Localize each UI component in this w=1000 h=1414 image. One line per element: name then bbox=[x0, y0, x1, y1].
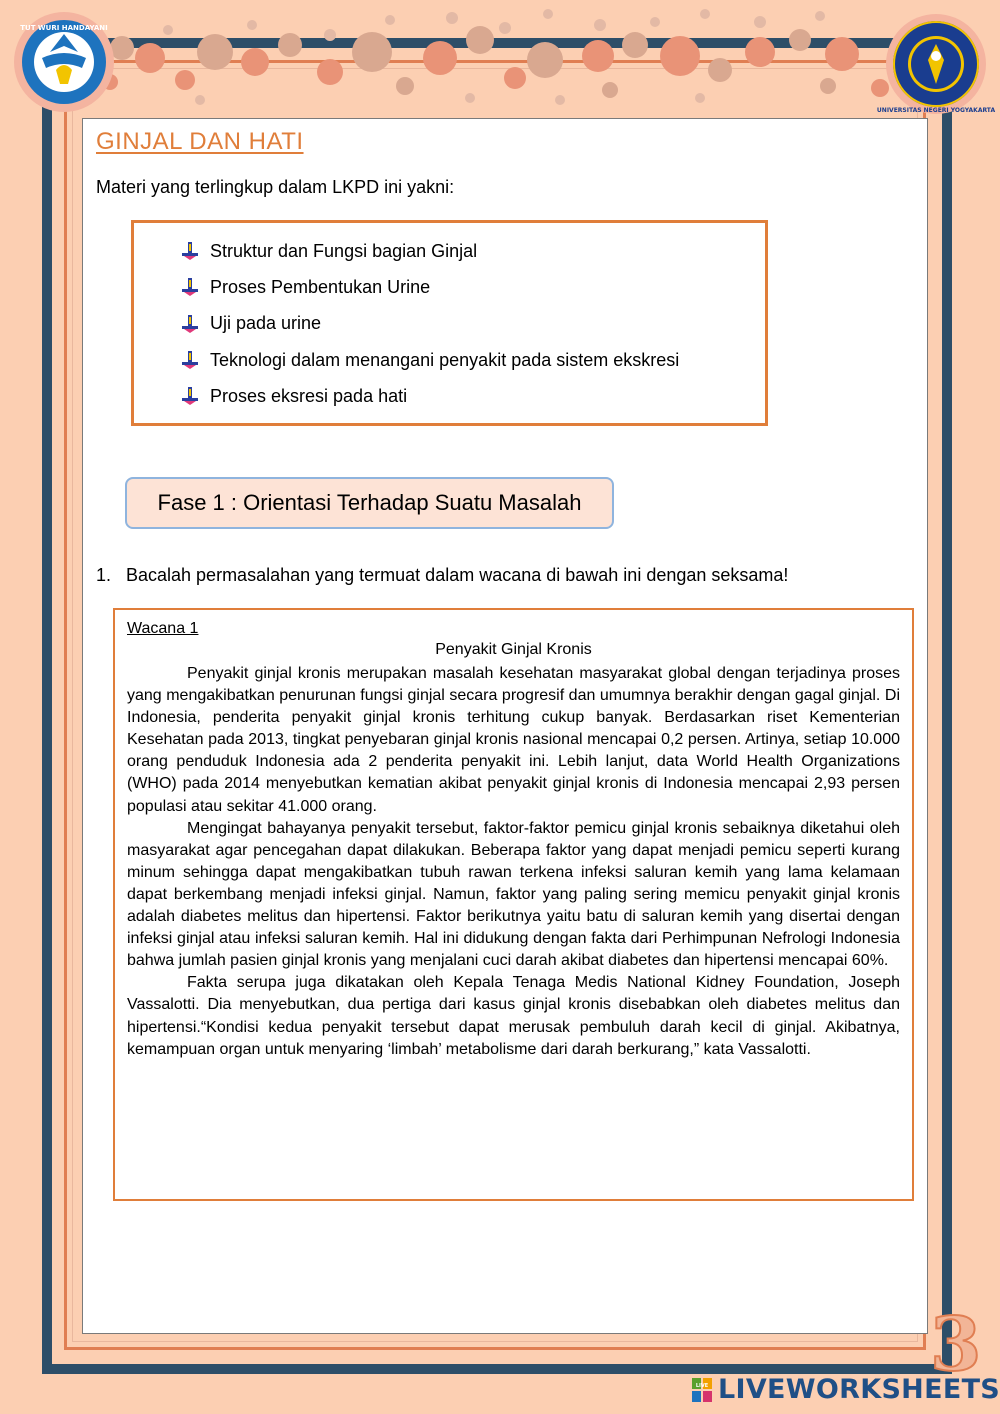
liveworksheets-logo-icon bbox=[692, 1378, 712, 1402]
decorative-dots bbox=[0, 0, 1000, 120]
reading-paragraph: Mengingat bahayanya penyakit tersebut, faktor-faktor pemicu ginjal kronis sebaiknya diketahui oleh masyarakat agar pencegahan dapat dilakukan. Beberapa faktor yang dapat menjadi pemicu seperti kurang minum sehingga dapat mengakibatkan tubuh rawan terkena infeksi saluran kemih yang lama kelamaan dapat berkembang menjadi infeksi ginjal. Namun, faktor yang paling sering memicu penyakit ginjal kronis adalah diabetes melitus dan hipertensi. Faktor berikutnya yaitu batu di saluran kemih yang disertai dengan infeksi ginjal atau infeksi saluran kemih. Hal ini didukung dengan fakta dari Perhimpunan Nefrologi Indonesia bahwa jumlah pasien ginjal kronis yang menjalani cuci darah akibat diabetes dan hipertensi mencapai 60%. bbox=[127, 819, 900, 970]
topic-label: Uji pada urine bbox=[210, 313, 322, 334]
reading-paragraph: Penyakit ginjal kronis merupakan masalah kesehatan masyarakat global dengan terjadinya proses yang mengakibatkan penurunan fungsi ginjal secara progresif dan umumnya berakhir dengan gagal ginjal. Di Indonesia, penderita penyakit ginjal kronis terhitung cukup banyak. Berdasarkan riset Kementerian Kesehatan pada 2013, tingkat penyebaran ginjal kronis nasional mencapai 0,2 persen. Artinya, setiap 10.000 orang penduduk Indonesia ada 2 penderita penyakit ini. Lebih lanjut, data World Health Organizations (WHO) pada 2014 menyebutkan kematian akibat penyakit ginjal kronis di Indonesia mencapai 2,93 persen populasi atau sekitar 41.000 orang. bbox=[127, 665, 900, 815]
question-number: 1. bbox=[96, 565, 112, 585]
university-seal-logo bbox=[876, 12, 996, 116]
topic-item bbox=[180, 306, 679, 342]
topic-label: Teknologi dalam menangani penyakit pada sistem ekskresi bbox=[210, 349, 680, 370]
topic-label: Proses Pembentukan Urine bbox=[210, 276, 431, 297]
page-number: 3 bbox=[930, 1302, 982, 1388]
watermark-text: LIVEWORKSHEETS bbox=[718, 1374, 1000, 1405]
topics-box bbox=[131, 220, 768, 426]
reading-title: Penyakit Ginjal Kronis bbox=[435, 641, 592, 658]
topic-item bbox=[180, 269, 679, 305]
arrow-bullet-icon bbox=[180, 386, 200, 406]
reading-passage-box bbox=[113, 608, 914, 1201]
intro-text: Materi yang terlingkup dalam LKPD ini yakni: bbox=[96, 177, 455, 197]
arrow-bullet-icon bbox=[180, 277, 200, 297]
topic-item bbox=[180, 378, 679, 414]
arrow-bullet-icon bbox=[180, 350, 200, 370]
topic-item bbox=[180, 233, 679, 269]
liveworksheets-watermark bbox=[692, 1374, 1000, 1405]
arrow-bullet-icon bbox=[180, 241, 200, 261]
reading-paragraph: Fakta serupa juga dikatakan oleh Kepala Tenaga Medis National Kidney Foundation, Joseph Vassalotti. Dia menyebutkan, dua pertiga dari kasus ginjal kronis disebabkan oleh diabetes melitus dan hipertensi.“Kondisi kedua penyakit tersebut dapat merusak pembuluh darah kecil di ginjal. Akibatnya, kemampuan organ untuk menyaring ‘limbah’ metabolisme dari darah berkurang,” kata Vassalotti. bbox=[127, 974, 900, 1058]
left-logo-text: TUT WURI HANDAYANI bbox=[20, 24, 108, 32]
reading-label: Wacana 1 bbox=[127, 620, 199, 637]
topic-item bbox=[180, 342, 679, 378]
topic-label: Struktur dan Fungsi bagian Ginjal bbox=[210, 240, 478, 261]
topic-label: Proses eksresi pada hati bbox=[210, 385, 408, 406]
right-logo-text: UNIVERSITAS NEGERI YOGYAKARTA bbox=[876, 107, 996, 114]
tut-wuri-handayani-logo bbox=[12, 10, 116, 114]
reading-body bbox=[127, 663, 900, 1061]
question-text: Bacalah permasalahan yang termuat dalam wacana di bawah ini dengan seksama! bbox=[126, 565, 789, 585]
page-title: GINJAL DAN HATI bbox=[96, 128, 304, 155]
liveworksheets-mark-text: LIVE bbox=[695, 1382, 709, 1389]
question-1 bbox=[96, 565, 788, 586]
arrow-bullet-icon bbox=[180, 314, 200, 334]
topics-list bbox=[180, 233, 679, 414]
phase-heading: Fase 1 : Orientasi Terhadap Suatu Masalah bbox=[125, 477, 614, 529]
